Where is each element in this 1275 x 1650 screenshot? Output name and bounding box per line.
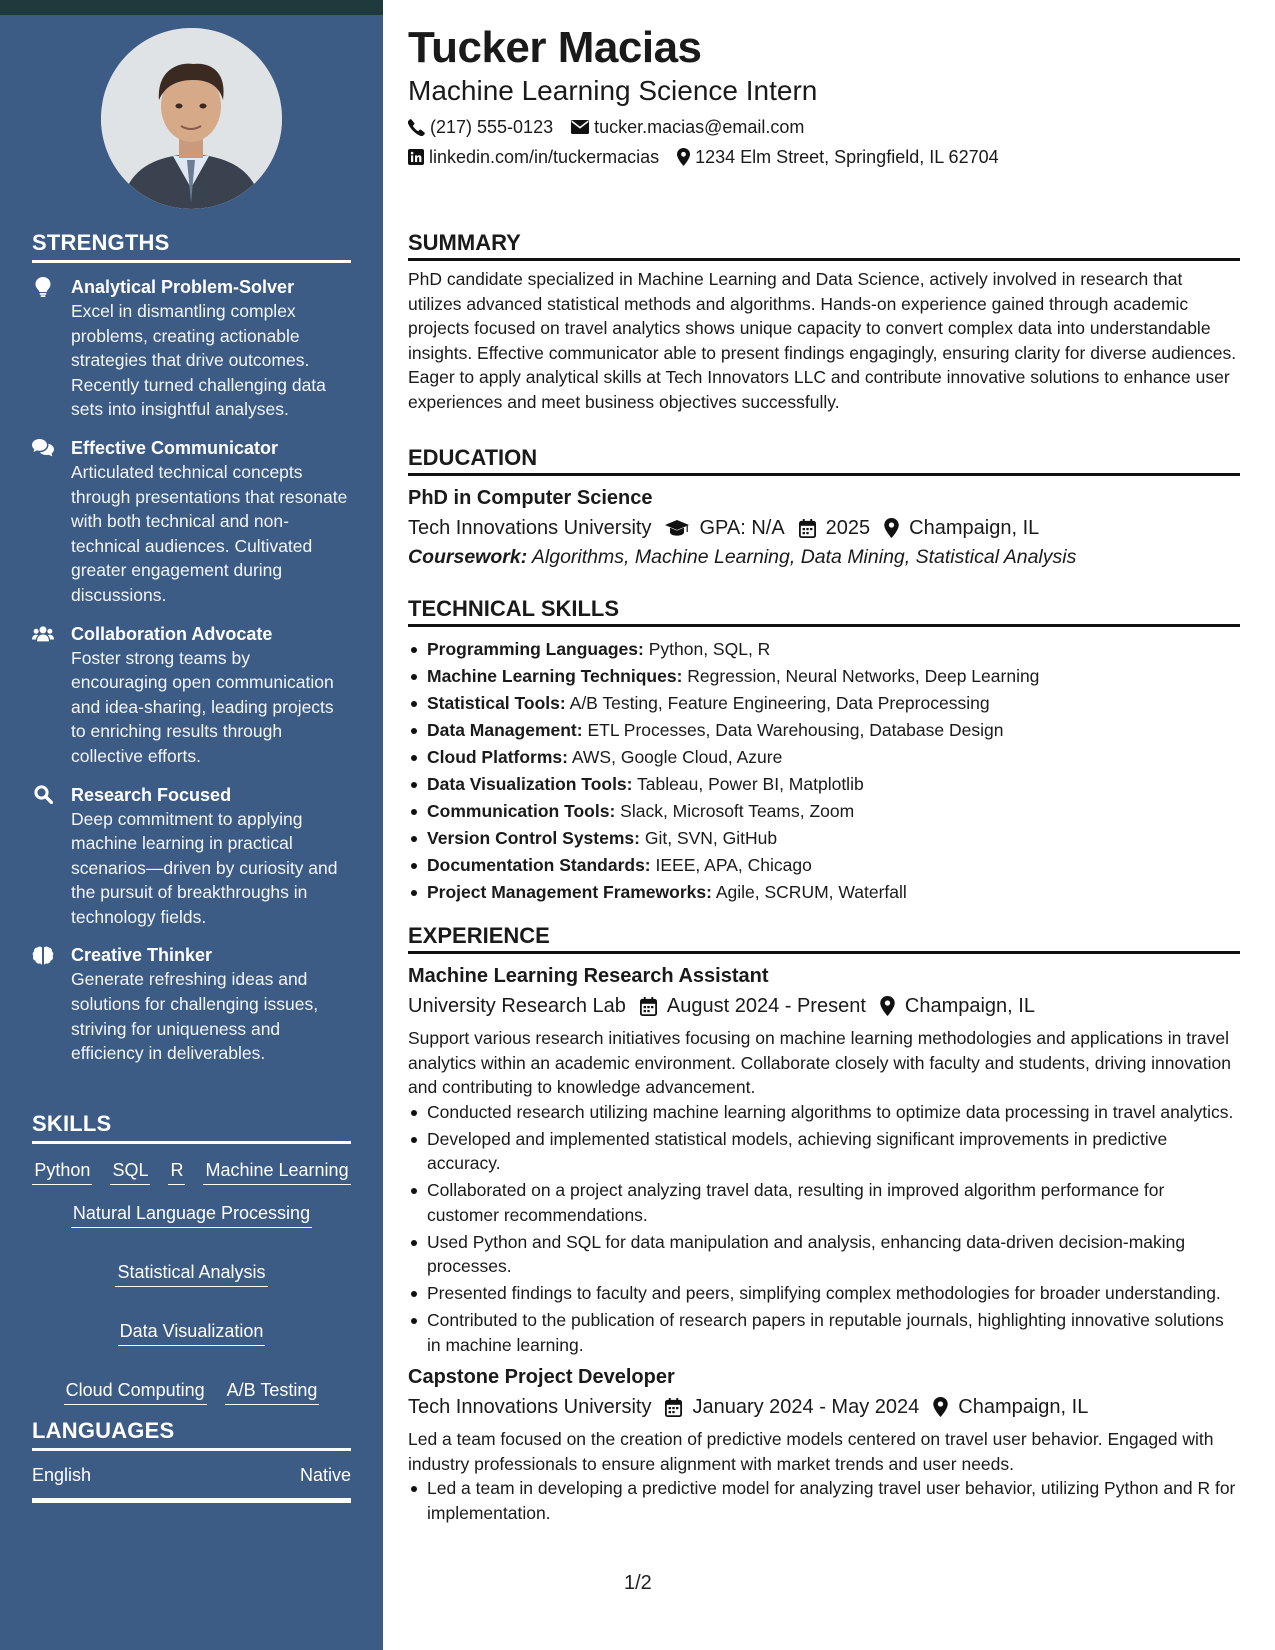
school-name: Tech Innovations University [408,517,652,539]
contact-row-2 [408,144,1240,170]
chat-bubbles-icon [32,437,54,459]
skill-value: IEEE, APA, Chicago [655,855,812,875]
phone-icon [408,119,425,136]
skill-value: Python, SQL, R [648,639,771,659]
skill-label: Project Management Frameworks: [427,882,712,902]
skill-value: AWS, Google Cloud, Azure [571,747,783,767]
school-item [408,514,651,542]
map-pin-icon [933,1397,948,1417]
job-bullets [408,1476,1240,1525]
calendar-icon [640,997,657,1016]
skill-label: Documentation Standards: [427,855,651,875]
summary-heading: SUMMARY [408,230,1240,261]
list-item: Used Python and SQL for data manipulation and analysis, enhancing data-driven decision-making processes. [408,1230,1240,1279]
skill-value: Git, SVN, GitHub [644,828,778,848]
map-pin-icon [884,518,899,538]
list-item: Led a team in developing a predictive model for analyzing travel user behavior, utilizing Python and R for implementation. [408,1476,1240,1525]
job-description: Support various research initiatives focusing on machine learning methodologies and applications in travel analytics within an academic environment. Collaborate closely with faculty and students, driving innovation and contributing to knowledge advancement. [408,1028,1231,1098]
list-item [408,853,1240,877]
org-name: Tech Innovations University [408,1396,652,1419]
technical-skills-heading: TECHNICAL SKILLS [408,596,1240,627]
skill-label: Data Management: [427,720,583,740]
language-row [32,1465,351,1503]
skill-value: Tableau, Power BI, Matplotlib [637,774,864,794]
list-item [408,718,1240,742]
skills-section [32,1111,351,1405]
phone-contact [408,114,553,140]
job-meta [408,992,1240,1020]
coursework-text: Algorithms, Machine Learning, Data Mining, Statistical Analysis [531,546,1077,568]
skill-label: Machine Learning Techniques: [427,666,683,686]
dates-text: August 2024 - Present [666,995,866,1017]
list-item [408,664,1240,688]
page-number: 1/2 [624,1572,652,1594]
dates-text: January 2024 - May 2024 [692,1396,920,1419]
education-meta [408,514,1240,542]
skill-label: Communication Tools: [427,801,616,821]
degree-title: PhD in Computer Science [408,487,653,509]
contact-row [408,114,1240,140]
list-item [408,745,1240,769]
candidate-name: Tucker Macias [408,23,702,72]
list-item: Conducted research utilizing machine learning algorithms to optimize data processing in travel analytics. [408,1100,1240,1125]
strength-desc: Articulated technical concepts through presentations that resonate with both technical and non-technical audiences. Cultivated greater engagement during discussions. [71,461,348,605]
envelope-icon [571,120,589,134]
skill-value: Agile, SCRUM, Waterfall [715,882,907,902]
strength-desc: Generate refreshing ideas and solutions for challenging issues, striving for uniqueness and efficiency in deliverables. [71,969,319,1064]
lightbulb-icon [32,276,54,298]
skill-chip: Natural Language Processing [71,1201,312,1228]
list-item: Developed and implemented statistical models, achieving significant improvements in predictive accuracy. [408,1127,1240,1176]
list-item [408,772,1240,796]
strength-item [32,436,351,608]
main-top-bar [383,0,1275,15]
map-pin-icon [677,148,690,166]
location-item [880,992,1035,1020]
experience-section [408,923,1240,1528]
skill-label: Data Visualization Tools: [427,774,633,794]
phone-text: (217) 555-0123 [430,117,554,137]
job-bullets [408,1100,1240,1357]
technical-skills-section [408,596,1240,907]
skill-chip: Python [32,1158,92,1185]
address-contact [677,144,999,170]
skill-value: Regression, Neural Networks, Deep Learning [687,666,1040,686]
skill-label: Statistical Tools: [427,693,566,713]
language-level: Native [299,1465,351,1485]
linkedin-text[interactable]: linkedin.com/in/tuckermacias [429,147,660,167]
users-icon [32,623,54,645]
location-text: Champaign, IL [958,1396,1089,1419]
org-name: University Research Lab [408,995,626,1017]
location-item [933,1393,1088,1421]
education-heading: EDUCATION [408,445,1240,476]
strengths-heading: STRENGTHS [32,230,351,263]
calendar-icon [665,1398,682,1417]
strength-item [32,622,351,769]
education-section [408,445,1240,572]
year-item [799,514,871,542]
list-item [408,691,1240,715]
email-text[interactable]: tucker.macias@email.com [594,117,805,137]
strength-desc: Excel in dismantling complex problems, creating actionable strategies that drive outcomes. Recently turned challenging data sets into insightful analyses. [71,301,326,420]
list-item [408,637,1240,661]
skill-chip: A/B Testing [225,1378,320,1405]
skill-value: A/B Testing, Feature Engineering, Data Preprocessing [569,693,990,713]
calendar-icon [799,519,816,538]
skill-label: Programming Languages: [427,639,644,659]
skill-value: Slack, Microsoft Teams, Zoom [620,801,855,821]
resume-header [408,20,1240,170]
dates-item [665,1393,919,1421]
strength-title: Creative Thinker [71,945,213,966]
skill-chip: SQL [110,1158,150,1185]
sidebar-top-bar [0,0,383,15]
skill-chip: Statistical Analysis [115,1260,267,1287]
list-item: Collaborated on a project analyzing travel data, resulting in improved algorithm performance for customer recommendations. [408,1178,1240,1227]
skill-chip: Data Visualization [118,1319,266,1346]
list-item [408,826,1240,850]
strength-title: Research Focused [71,784,232,805]
skills-heading: SKILLS [32,1111,351,1144]
profile-photo [101,28,282,209]
location-text: Champaign, IL [904,995,1035,1017]
org-item [408,1393,651,1421]
strength-item [32,943,351,1065]
gpa-text: GPA: N/A [699,517,785,539]
job-meta [408,1393,1240,1421]
search-icon [32,784,54,806]
dates-item [640,992,866,1020]
sidebar [0,0,383,1650]
skills-chips [32,1158,351,1405]
strengths-section [32,230,351,1066]
languages-heading: LANGUAGES [32,1418,351,1451]
coursework-label: Coursework: [408,546,528,568]
location-text: Champaign, IL [909,517,1040,539]
strength-desc: Foster strong teams by encouraging open communication and idea-sharing, leading projects to enriching results through collective efforts. [71,647,334,766]
experience-heading: EXPERIENCE [408,923,1240,954]
summary-section [408,230,1240,415]
strength-title: Effective Communicator [71,437,279,458]
strength-item [32,783,351,930]
graduation-cap-icon [665,520,689,537]
skill-label: Version Control Systems: [427,828,640,848]
gpa-item [665,514,784,542]
map-pin-icon [880,996,895,1016]
technical-skills-list [408,637,1240,904]
strength-item [32,275,351,422]
location-item [884,514,1039,542]
skill-chip: Machine Learning [203,1158,350,1185]
job-title: Capstone Project Developer [408,1366,675,1389]
strength-title: Collaboration Advocate [71,623,273,644]
languages-section [32,1418,351,1503]
list-item [408,799,1240,823]
list-item [408,880,1240,904]
strength-desc: Deep commitment to applying machine learning in practical scenarios—driven by curiosity and the pursuit of breakthroughs in technology fields. [71,808,338,927]
list-item: Presented findings to faculty and peers, simplifying complex methodologies for broader understanding. [408,1281,1240,1306]
candidate-title: Machine Learning Science Intern [408,75,818,106]
linkedin-icon [408,149,424,165]
skill-chip: R [168,1158,185,1185]
linkedin-contact[interactable] [408,144,659,170]
skill-label: Cloud Platforms: [427,747,568,767]
list-item: Contributed to the publication of research papers in reputable journals, highlighting innovative solutions in machine learning. [408,1308,1240,1357]
coursework [408,542,1240,572]
email-contact[interactable] [571,114,804,140]
address-text: 1234 Elm Street, Springfield, IL 62704 [695,147,999,167]
job-title: Machine Learning Research Assistant [408,965,769,987]
language-name: English [32,1465,92,1485]
job-description: Led a team focused on the creation of predictive models centered on travel user behavior. Engaged with industry professionals to ensure alignment with market trends and user needs. [408,1429,1214,1474]
org-item [408,992,626,1020]
skill-value: ETL Processes, Data Warehousing, Database Design [587,720,1004,740]
brain-icon [32,944,54,966]
summary-text: PhD candidate specialized in Machine Learning and Data Science, actively involved in research that utilizes advanced statistical methods and algorithms. Hands-on experience gained through academic projects focused on travel analytics shows unique capacity to convert complex data into understandable insights. Effective communicator able to present findings engagingly, ensuring clarity for diverse audiences. Eager to apply analytical skills at Tech Innovators LLC and contribute innovative solutions to enhance user experiences and meet business objectives successfully. [408,269,1237,412]
year-text: 2025 [825,517,871,539]
skill-chip: Cloud Computing [64,1378,207,1405]
strength-title: Analytical Problem-Solver [71,277,295,297]
